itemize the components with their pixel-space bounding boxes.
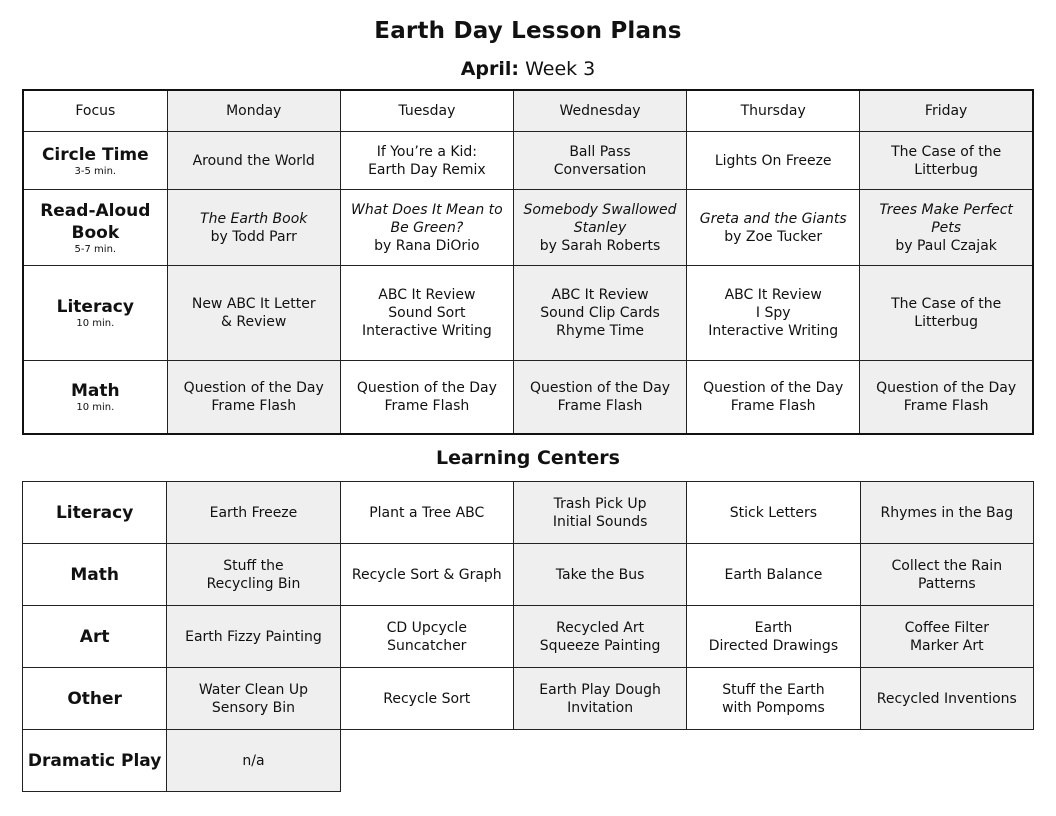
activity-text: The Case of the [891, 296, 1002, 312]
activity-text: ABC It Review [378, 287, 476, 303]
activity-cell [167, 544, 340, 606]
book-author: by Zoe Tucker [724, 228, 823, 245]
book-cell [167, 190, 340, 266]
activity-text: Frame Flash [211, 397, 297, 414]
page-title: Earth Day Lesson Plans [374, 18, 682, 44]
activity-text: Interactive Writing [708, 323, 839, 339]
activity-text: Earth [754, 619, 793, 636]
activity-text: Litterbug [914, 314, 978, 330]
activity-text: Question of the Day [876, 379, 1017, 396]
activity-cell [687, 606, 860, 668]
activity-text: Around the World [192, 152, 315, 169]
activity-cell [860, 668, 1033, 730]
activity-cell [860, 544, 1033, 606]
center-name-cell [23, 482, 167, 544]
activity-text: Earth Balance [724, 566, 823, 583]
center-name-cell [23, 606, 167, 668]
activity-text: Earth Day Remix [368, 161, 486, 178]
center-name: Art [79, 626, 110, 647]
activity-cell [687, 361, 860, 434]
center-name-cell [23, 668, 167, 730]
activity-text: I Spy [755, 305, 791, 321]
table-row [23, 730, 1034, 792]
activity-text: Coffee Filter [904, 619, 989, 636]
empty-cell [687, 730, 860, 792]
activity-cell [167, 668, 340, 730]
table-row [23, 190, 1033, 266]
header-thursday: Thursday [687, 90, 860, 132]
activity-cell [687, 132, 860, 190]
book-cell [687, 190, 860, 266]
activity-text: Question of the Day [529, 379, 671, 396]
activity-cell [860, 482, 1033, 544]
activity-cell [340, 482, 513, 544]
activity-text: If You’re a Kid: [376, 143, 478, 160]
activity-text: Sound Sort [388, 305, 466, 321]
activity-text: Collect the Rain [891, 557, 1003, 574]
activity-text: Stuff the Earth [722, 681, 825, 698]
activity-cell [340, 361, 513, 434]
activity-text: Frame Flash [384, 397, 470, 414]
activity-text: Rhyme Time [556, 323, 644, 339]
activity-text: Marker Art [909, 637, 984, 654]
focus-time: 10 min. [76, 401, 115, 413]
center-name-cell [23, 544, 167, 606]
focus-cell [23, 190, 167, 266]
month-label: April: [460, 58, 520, 80]
activity-cell [513, 668, 686, 730]
activity-cell [167, 606, 340, 668]
activity-text: Squeeze Painting [539, 637, 661, 654]
book-title: Greta and the Giants [699, 210, 847, 227]
week-label: Week 3 [525, 58, 596, 80]
activity-text: Directed Drawings [708, 637, 839, 654]
activity-text: Suncatcher [387, 637, 467, 654]
table-row [23, 132, 1033, 190]
activity-text: Frame Flash [557, 397, 643, 414]
focus-cell [23, 361, 167, 434]
center-name: Literacy [55, 502, 134, 523]
activity-text: Question of the Day [183, 379, 324, 396]
activity-text: Patterns [917, 575, 976, 592]
activity-text: The Case of the [891, 143, 1002, 160]
activity-cell [340, 668, 513, 730]
activity-text: Sensory Bin [211, 699, 295, 716]
activity-text: Question of the Day [356, 379, 497, 396]
header-tuesday: Tuesday [340, 90, 513, 132]
empty-cell [513, 730, 686, 792]
activity-cell [167, 361, 340, 434]
book-cell [513, 190, 686, 266]
table-row [23, 482, 1034, 544]
focus-time: 5-7 min. [74, 243, 117, 255]
table-row [23, 606, 1034, 668]
activity-text: Sound Clip Cards [540, 305, 660, 321]
activity-text: Conversation [553, 161, 647, 178]
focus-cell [23, 266, 167, 361]
activity-text: Frame Flash [730, 397, 816, 414]
table-row [23, 266, 1033, 361]
header-focus: Focus [23, 90, 167, 132]
activity-text: Earth Freeze [209, 504, 298, 521]
activity-cell [167, 132, 340, 190]
activity-text: n/a [242, 752, 265, 769]
activity-text: Initial Sounds [552, 513, 648, 530]
book-title: The Earth Book [200, 210, 308, 227]
book-author: by Sarah Roberts [539, 237, 661, 254]
focus-name: Read-Aloud Book [40, 200, 151, 243]
activity-cell [860, 606, 1033, 668]
focus-name: Circle Time [41, 144, 149, 165]
activity-text: Trash Pick Up [553, 495, 647, 512]
activity-text: Question of the Day [703, 379, 844, 396]
activity-text: Recycling Bin [206, 575, 301, 592]
focus-name: Literacy [56, 297, 134, 317]
activity-cell [340, 606, 513, 668]
activity-text: Stuff the [223, 557, 284, 574]
book-author: by Todd Parr [210, 228, 297, 245]
book-author: by Rana DiOrio [374, 237, 480, 254]
activity-cell [340, 132, 513, 190]
activity-text: ABC It Review [551, 287, 649, 303]
lesson-plan-table [22, 89, 1034, 435]
center-name: Dramatic Play [27, 750, 162, 771]
activity-cell [167, 730, 340, 792]
book-title: Trees Make Perfect Pets [879, 201, 1013, 236]
activity-text: New ABC It Letter [191, 296, 316, 312]
table-row [23, 544, 1034, 606]
activity-cell [513, 544, 686, 606]
focus-time: 3-5 min. [74, 165, 117, 177]
activity-cell [860, 361, 1033, 434]
activity-text: Earth Fizzy Painting [185, 628, 322, 645]
book-cell [340, 190, 513, 266]
activity-text: Stick Letters [729, 504, 818, 521]
center-name-cell [23, 730, 167, 792]
page-subtitle [0, 58, 1056, 80]
book-title: Somebody Swallowed Stanley [523, 201, 677, 236]
activity-text: Invitation [567, 699, 634, 716]
activity-text: Frame Flash [903, 397, 989, 414]
activity-cell [513, 132, 686, 190]
activity-text: Recycled Art [556, 619, 645, 636]
learning-centers-table [22, 481, 1034, 792]
book-cell [860, 190, 1033, 266]
learning-centers-title: Learning Centers [436, 447, 620, 469]
activity-text: CD Upcycle [386, 619, 467, 636]
focus-name: Math [71, 380, 120, 401]
activity-cell [167, 266, 340, 361]
table-row [23, 361, 1033, 434]
activity-text: Water Clean Up [198, 681, 309, 698]
activity-text: ABC It Review [724, 287, 822, 303]
empty-cell [340, 730, 513, 792]
header-monday: Monday [167, 90, 340, 132]
activity-cell [340, 544, 513, 606]
activity-text: Take the Bus [555, 566, 645, 583]
center-name: Other [67, 688, 122, 709]
table-row [23, 668, 1034, 730]
empty-cell [860, 730, 1033, 792]
activity-cell [513, 266, 686, 361]
activity-text: Interactive Writing [361, 323, 492, 339]
book-title: What Does It Mean to Be Green? [351, 201, 503, 236]
activity-text: Rhymes in the Bag [880, 504, 1014, 521]
activity-text: Recycled Inventions [876, 690, 1017, 707]
focus-cell [23, 132, 167, 190]
activity-cell [167, 482, 340, 544]
activity-text: Plant a Tree ABC [369, 504, 485, 521]
activity-text: Litterbug [914, 161, 978, 178]
activity-text: Recycle Sort [383, 690, 471, 707]
activity-cell [860, 132, 1033, 190]
activity-cell [513, 361, 686, 434]
activity-cell [860, 266, 1033, 361]
book-author: by Paul Czajak [895, 237, 997, 254]
activity-text: Lights On Freeze [714, 152, 832, 169]
header-friday: Friday [860, 90, 1033, 132]
activity-text: & Review [221, 314, 287, 330]
activity-text: Ball Pass [569, 143, 631, 160]
header-wednesday: Wednesday [513, 90, 686, 132]
activity-cell [687, 668, 860, 730]
center-name: Math [70, 564, 119, 585]
activity-cell [687, 266, 860, 361]
activity-text: Earth Play Dough [539, 681, 661, 698]
focus-time: 10 min. [76, 318, 115, 329]
activity-cell [513, 606, 686, 668]
activity-cell [687, 482, 860, 544]
activity-text: with Pompoms [722, 699, 825, 716]
activity-cell [687, 544, 860, 606]
activity-cell [340, 266, 513, 361]
activity-cell [513, 482, 686, 544]
activity-text: Recycle Sort & Graph [351, 566, 502, 583]
